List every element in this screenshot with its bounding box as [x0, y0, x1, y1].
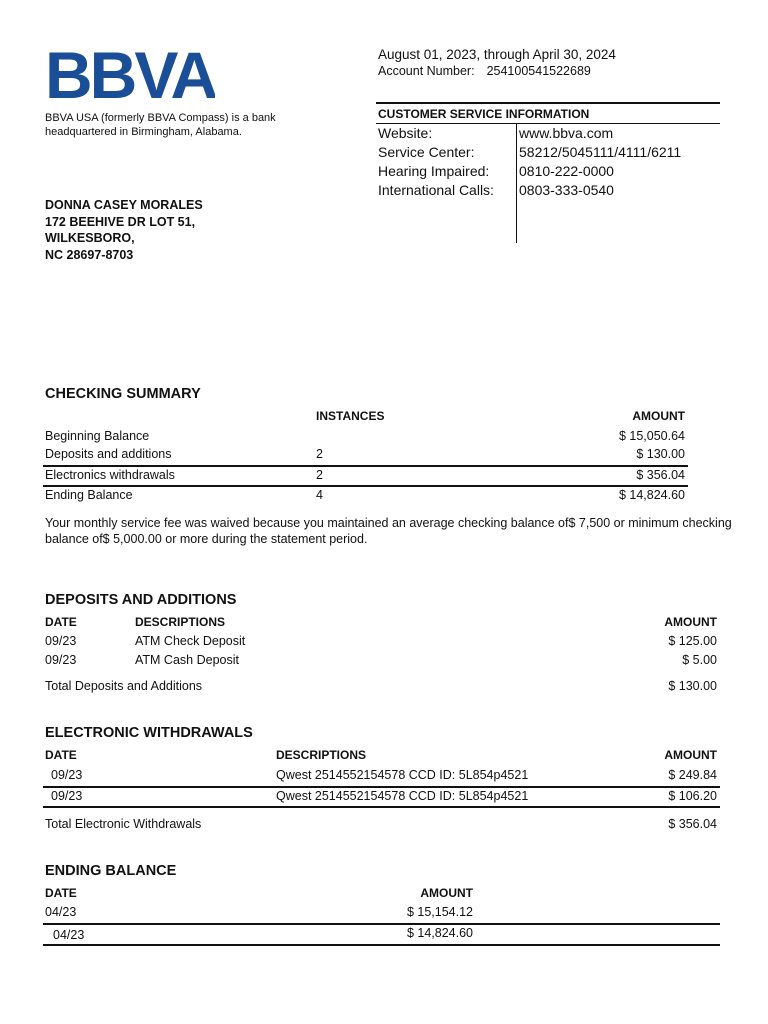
deposits-total-label: Total Deposits and Additions	[45, 679, 203, 693]
col-header-date: DATE	[45, 615, 77, 629]
divider-line	[43, 485, 688, 487]
divider-line	[43, 786, 720, 788]
cs-row-service-center	[376, 143, 720, 162]
withdrawals-title: ELECTRONIC WITHDRAWALS	[45, 725, 253, 741]
withdrawal-amount: $ 106.20	[668, 789, 717, 803]
checking-summary-title: CHECKING SUMMARY	[45, 386, 201, 402]
bbva-logo	[45, 46, 215, 102]
account-number-label: Account Number:	[378, 64, 475, 78]
summary-instances: 2	[316, 468, 323, 482]
account-number-line	[378, 64, 591, 78]
customer-name: DONNA CASEY MORALES	[45, 198, 203, 212]
withdrawal-date: 09/23	[51, 789, 83, 803]
deposit-description: ATM Cash Deposit	[135, 653, 239, 667]
deposit-description: ATM Check Deposit	[135, 634, 246, 648]
withdrawals-total-label: Total Electronic Withdrawals	[45, 817, 202, 831]
divider-line	[43, 806, 720, 808]
service-fee-note: Your monthly service fee was waived because you maintained an average checking balance of$ 7,500 or minimum checking balance of$ 5,000.00 or more during the statement period.	[45, 516, 732, 546]
ending-amount: $ 14,824.60	[406, 926, 473, 940]
summary-label: Electronics withdrawals	[45, 468, 175, 482]
col-header-amount: AMOUNT	[664, 748, 717, 762]
bank-tagline: BBVA USA (formerly BBVA Compass) is a bank headquartered in Birmingham, Alabama.	[45, 112, 276, 138]
summary-label: Deposits and additions	[45, 447, 172, 461]
col-header-descriptions: DESCRIPTIONS	[276, 748, 367, 762]
deposit-amount: $ 5.00	[682, 653, 717, 667]
cs-value: 58212/5045111/4111/6211	[519, 144, 682, 160]
mailing-address	[45, 197, 203, 263]
statement-period: August 01, 2023, through April 30, 2024	[378, 47, 616, 62]
divider-line	[43, 944, 720, 946]
withdrawal-date: 09/23	[51, 768, 83, 782]
bbva-logo-icon	[45, 46, 215, 102]
cs-label: Website:	[378, 125, 433, 141]
cs-row-international	[376, 181, 720, 200]
summary-label: Ending Balance	[45, 488, 133, 502]
col-header-amount: AMOUNT	[632, 409, 685, 423]
summary-instances: 2	[316, 447, 323, 461]
account-number-value: 254100541522689	[486, 64, 591, 78]
col-header-amount: AMOUNT	[664, 615, 717, 629]
cs-value: 0803-333-0540	[519, 182, 614, 198]
bbva-logo-text: BBVA	[45, 46, 215, 102]
cs-row-website	[376, 124, 720, 143]
summary-amount: $ 356.04	[636, 468, 685, 482]
customer-service-title: CUSTOMER SERVICE INFORMATION	[376, 102, 720, 124]
ending-amount: $ 15,154.12	[406, 905, 473, 919]
customer-service-body	[376, 124, 720, 243]
ending-date: 04/23	[45, 905, 77, 919]
divider-line	[43, 923, 720, 925]
address-line: WILKESBORO,	[45, 231, 135, 245]
address-line: 172 BEEHIVE DR LOT 51,	[45, 214, 196, 229]
withdrawals-total-amount: $ 356.04	[668, 817, 717, 831]
deposit-date: 09/23	[45, 653, 77, 667]
cs-website-value[interactable]: www.bbva.com	[519, 125, 614, 141]
deposits-total-amount: $ 130.00	[668, 679, 717, 693]
address-line: NC 28697-8703	[45, 247, 134, 262]
customer-service-box	[376, 102, 720, 243]
col-header-descriptions: DESCRIPTIONS	[135, 615, 226, 629]
divider-line	[43, 465, 688, 467]
withdrawal-description: Qwest 2514552154578 CCD ID: 5L854p4521	[276, 768, 529, 782]
col-header-date: DATE	[45, 748, 77, 762]
summary-label: Beginning Balance	[45, 429, 150, 443]
col-header-amount: AMOUNT	[420, 886, 473, 900]
deposits-title: DEPOSITS AND ADDITIONS	[45, 592, 237, 608]
summary-amount: $ 15,050.64	[618, 429, 685, 443]
withdrawal-description: Qwest 2514552154578 CCD ID: 5L854p4521	[276, 789, 529, 803]
withdrawal-amount: $ 249.84	[668, 768, 717, 782]
deposit-amount: $ 125.00	[668, 634, 717, 648]
ending-date: 04/23	[53, 928, 85, 942]
cs-label: Hearing Impaired:	[378, 163, 490, 179]
col-header-instances: INSTANCES	[316, 409, 385, 423]
cs-row-hearing-impaired	[376, 162, 720, 181]
summary-amount: $ 130.00	[636, 447, 685, 461]
cs-label: Service Center:	[378, 144, 475, 160]
summary-amount: $ 14,824.60	[618, 488, 685, 502]
deposit-date: 09/23	[45, 634, 77, 648]
cs-value: 0810-222-0000	[519, 163, 614, 179]
cs-label: International Calls:	[378, 182, 494, 198]
col-header-date: DATE	[45, 886, 77, 900]
summary-instances: 4	[316, 488, 323, 502]
ending-balance-title: ENDING BALANCE	[45, 863, 177, 879]
